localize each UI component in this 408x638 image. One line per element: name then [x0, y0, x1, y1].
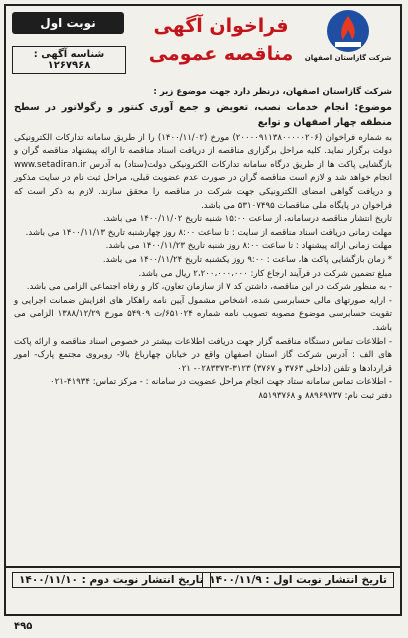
logo-caption: شرکت گازاستان اصفهان [304, 54, 392, 62]
ad-footer [6, 566, 400, 592]
subject-text: موضوع: انجام خدمات نصب، تعویض و جمع آوری کنتور و رگولاتور در سطح منطقه چهار اصفهان و توابع [14, 101, 392, 128]
ad-id: شناسه آگهی : ۱۲۶۷۹۶۸ [12, 46, 126, 74]
body-paragraph-8: - ارایه صورتهای مالی حسابرسی شده، اشخاص مشمول آیین نامه راهکار های افزایش ضمانت اجرایی و تقویت حسابرسی موضوع مصوبه تصویب نامه شماره ۶۵۱۰۲۴/ت ۵۴۹۰۹ مورخ ۱۳۸۸/۱۲/۲۹ الزامی می باشد. [14, 295, 392, 333]
body-paragraph-2: تاریخ انتشار مناقصه درسامانه، از ساعت ۱۵:۰۰ شنبه تاریخ ۱۴۰۰/۱۱/۰۲ می باشد. [102, 214, 392, 225]
body-paragraph-6: مبلغ تضمین شرکت در فرآیند ارجاع کار: ۲،۲۰۰،۰۰۰،۰۰۰ ریال می باشد. [138, 268, 392, 279]
ad-header [6, 6, 400, 78]
first-publish-date: تاریخ انتشار نوبت اول : ۱۴۰۰/۱۱/۹ [202, 572, 394, 588]
body-paragraph-3: مهلت زمانی دریافت اسناد مناقصه از سایت : تا ساعت ۸:۰۰ روز چهارشنبه تاریخ ۱۴۰۰/۱۱/۱۳ می باشد. [25, 227, 392, 238]
company-logo [302, 8, 394, 62]
body-paragraph-11: دفتر ثبت نام: ۸۸۹۶۹۷۳۷ و ۸۵۱۹۳۷۶۸ [258, 390, 392, 401]
body-paragraph-5: * زمان بازگشایی پاکت ها، ساعت : ۹:۰۰ روز یکشنبه تاریخ ۱۴۰۰/۱۱/۲۴ می باشد. [102, 254, 392, 265]
body-paragraph-10: - اطلاعات تماس سامانه ستاد جهت انجام مراحل عضویت در سامانه : - مرکز تماس: ۴۱۹۳۴-۰۲۱ [49, 377, 392, 388]
page-number: ۴۹۵ [14, 621, 33, 632]
gas-flame-icon [325, 8, 371, 54]
body-paragraph-4: مهلت زمانی ارائه پیشنهاد : تا ساعت ۸:۰۰ روز شنبه تاریخ ۱۴۰۰/۱۱/۲۳ می باشد. [105, 241, 392, 252]
body-paragraph-7: - به منظور شرکت در این مناقصه، داشتن کد ۷ از سازمان تعاون، کار و رفاه اجتماعی الزامی می باشد. [26, 282, 392, 293]
body-paragraph-9: - اطلاعات تماس دستگاه مناقصه گزار جهت دریافت اطلاعات بیشتر در خصوص اسناد مناقصه و ارائه پاکت های الف : آدرس شرکت گاز استان اصفهان واقع در خیابان چهارباغ بالا- روبروی مجتمع پارک- امور قراردادها و تلفن (داخلی ۳۷۶۳ و ۳۷۶۷) ۳۱۲۳-۰۲۸۳۳۷۳- ۰۲۱ [14, 336, 392, 374]
intro-text: شرکت گازاستان اصفهان، درنظر دارد جهت موضوع زیر : [153, 87, 392, 97]
ad-title [146, 12, 296, 68]
ad-body [14, 86, 392, 403]
page-number-bar [0, 618, 408, 638]
title-line-1: فراخوان آگهی [153, 15, 289, 37]
body-paragraph-1: به شماره فراخوان (۲۰۰۰۰۹۱۱۳۸۰۰۰۰۰۲۰۶) مورخ (۱۴۰۰/۱۱/۰۲) را از طریق سامانه تدارکات الکترونیکی دولت برگزار نماید. کلیه مراحل برگزاری مناقصه از دریافت اسناد مناقصه تا ارائه پیشنهاد مناقصه گران و بازگشایی پاکت ها از طریق درگاه سامانه تدارکات الکترونیکی دولت(ستاد) به آدرس www.setadiran.ir انجام خواهد شد و لازم است مناقصه گران در صورت عدم عضویت قبلی، مراحل ثبت نام در سایت مذکور و دریافت گواهی امضای الکترونیکی جهت شرکت در مناقصه را محقق سازند. لازم به ذکر است که فراخوان در پایگاه ملی مناقصات ۵۳۱۰۷۴۹۵ می باشد. [14, 132, 392, 211]
round-badge: نوبت اول [12, 12, 124, 34]
second-publish-date: تاریخ انتشار نوبت دوم : ۱۴۰۰/۱۱/۱۰ [12, 572, 211, 588]
ad-frame [4, 4, 402, 616]
title-line-2: مناقصه عمومی [148, 43, 294, 65]
